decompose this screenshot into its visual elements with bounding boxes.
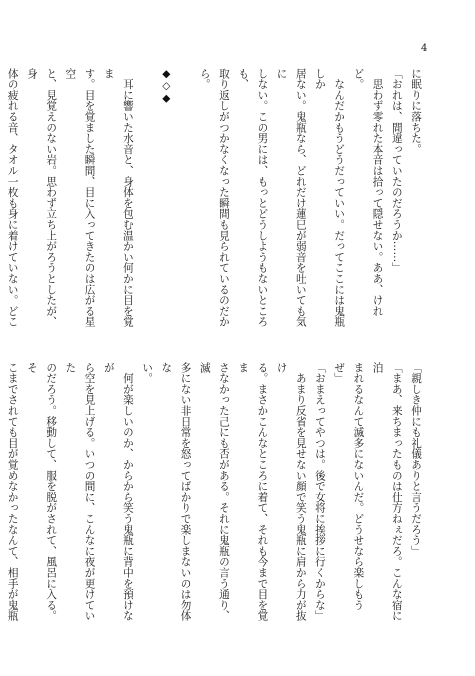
upper-text-line	[175, 68, 194, 330]
upper-text-line: 「おれは、間違っていたのだろうか……」	[390, 68, 403, 274]
upper-text-line: 思わず零れた本音は拾って隠せない。ああ、けれど。	[352, 68, 384, 317]
upper-text-line: に眠りに落ちた。	[410, 68, 422, 155]
lower-text-line: まれるなんて滅多にないんだ。どうせなら楽しもうぜ」	[333, 362, 365, 611]
lower-text-line: こまでされても目が覚めなかったなんて、相手が鬼瓶	[6, 362, 19, 622]
lower-text-line: い。	[141, 362, 154, 384]
upper-text-line: す。目を覚ました瞬間、目に入ってきたのは広がる星空	[64, 68, 96, 328]
vertical-text-lower	[6, 362, 425, 624]
lower-text-line: ら空を見上げる。いつの間に、こんなに夜が更けていた	[64, 362, 96, 622]
vertical-text-upper	[6, 68, 425, 330]
page-number: 4	[421, 43, 428, 54]
upper-text-line: しない。この男には、もっとどうしようもないところも、	[237, 68, 269, 328]
lower-text-line: る。まさかこんなところに着て、それも今まで目を覚ま	[237, 362, 269, 622]
lower-text-line: 「まあ、来ちまったものは仕方ねぇだろ。こんな宿に泊	[371, 362, 403, 622]
scene-break-ornament: ◆◇◆	[160, 68, 173, 105]
lower-text-line: 多にない非日常を怒ってばかりで楽しまないのは勿体な	[160, 362, 192, 622]
upper-text-line: 取り返しがつかなくなった瞬間も見られているのだから。	[198, 68, 230, 328]
text-block-lower	[6, 362, 425, 624]
lower-text-line: さなかった己にも否がある。それに鬼瓶の言う通り、滅	[198, 362, 230, 622]
lower-text-line: 「おまえってやつは。後で女将に挨拶に行くからな」	[313, 362, 326, 622]
upper-text-line: 体の疲れる音、タオル一枚も身に着けていない。どこ	[6, 68, 19, 328]
upper-text-line: と、見覚えのない岩。思わず立ち上がろうとしたが、身	[25, 68, 58, 328]
text-block-upper	[6, 68, 425, 330]
upper-text-line: 耳に響いた水音と、身体を包む温かい何かに目を覚ま	[102, 68, 134, 328]
upper-text-line: なんだかもうどうだっていい。だってここには鬼瓶しか	[313, 68, 346, 328]
lower-text-line: のだろう。移動して、服を脱がされて、風呂に入る。そ	[25, 362, 58, 622]
lower-text-line: 「親しき仲にも礼儀ありと言うだろう」	[410, 362, 422, 557]
upper-text-line: 居ない。鬼瓶なら、どれだけ蓮巳が弱音を吐いても気に	[275, 68, 307, 328]
lower-text-line: 何が楽しいのか、からから笑う鬼瓶に背中を預けなが	[102, 362, 134, 622]
upper-text-line	[137, 68, 156, 330]
lower-text-line: あまり反省を見せない顔で笑う鬼瓶に肩から力が抜け	[275, 362, 307, 622]
